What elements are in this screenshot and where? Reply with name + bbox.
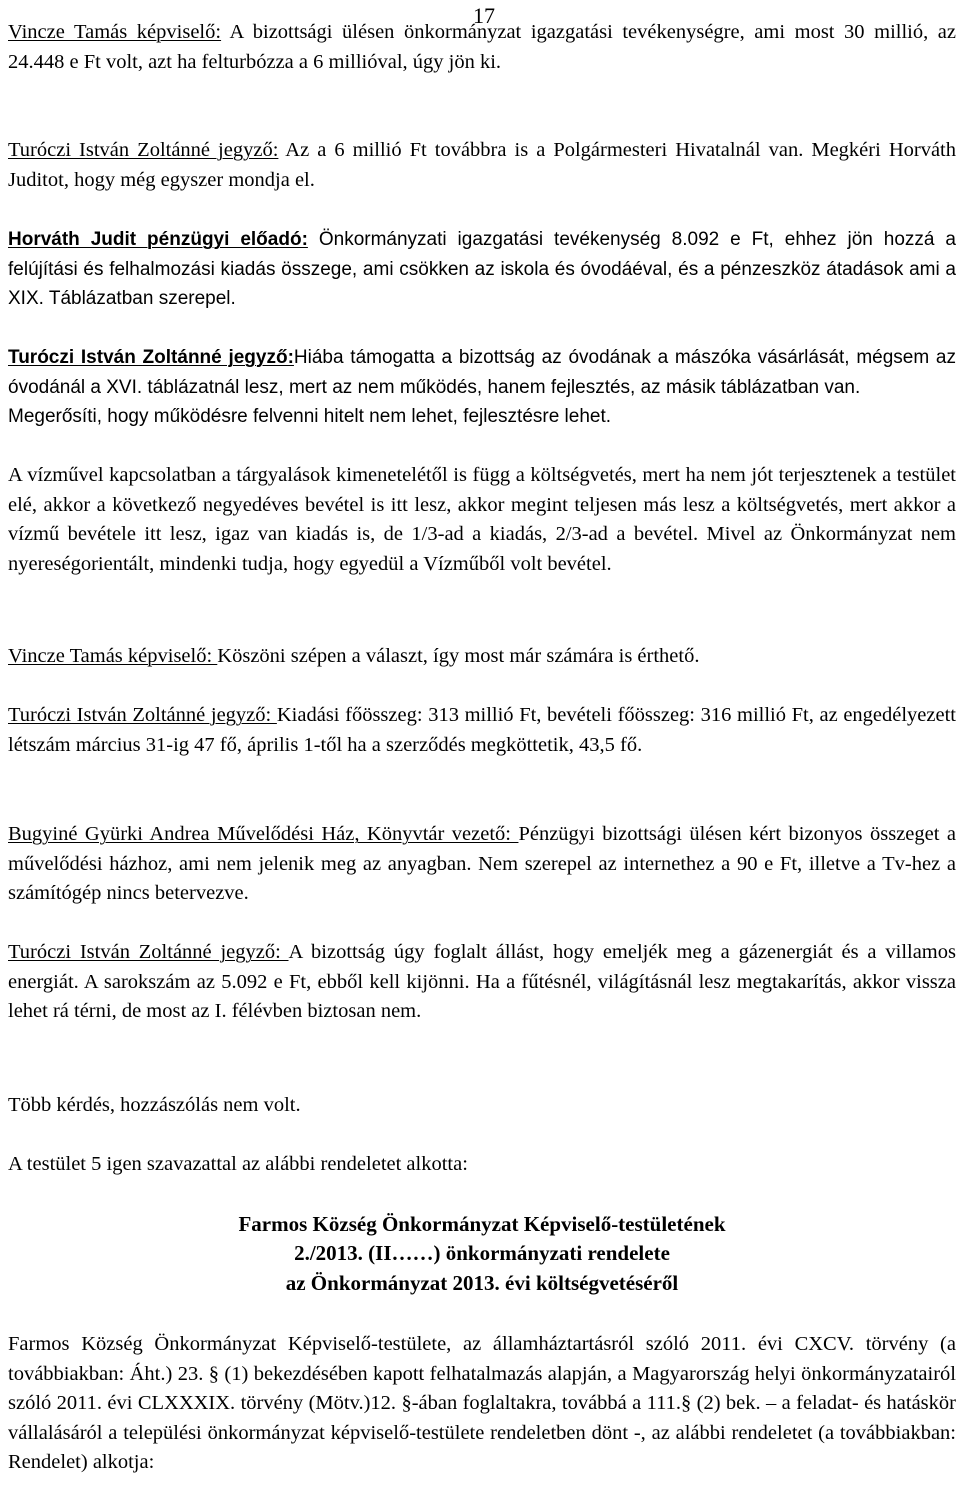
paragraph-text: Hiába támogatta a bizottság az óvodának a mászóka vásárlását, mégsem az óvodánál a XVI. táblázatnál lesz, mert az nem működés, hanem fejlesztés, az másik táblázatban van. [8, 347, 956, 398]
paragraph-vote: A testület 5 igen szavazattal az alábbi rendeletet alkotta: [8, 1153, 468, 1175]
paragraph-text: A vízművel kapcsolatban a tárgyalások kimenetelétől is függ a költségvetés, mert ha nem jót terjesztenek a testület elé, akkor a következő negyedéves bevétel is itt lesz, akkor megint teljesen más lesz a költségvetés, mert akkor a vízmű bevétele itt lesz, igaz van kiadás is, de 1/3-ad a kiadás, 2/3-ad a bevétel. Mivel az Önkormányzat nem nyereségorientált, mindenki tudja, hogy egyedül a Vízműből volt bevétel. [8, 464, 956, 575]
paragraph-text: Önkormányzati igazgatási tevékenység 8.092 e Ft, ehhez jön hozzá a felújítási és felhalmozási kiadás összege, ami csökken az iskola és óvodáéval, és a pénzeszköz átadások ami a XIX. Táblázatban szerepel. [8, 229, 956, 310]
speaker-name: Turóczi István Zoltánné jegyző: [8, 941, 289, 963]
speaker-name: Bugyiné Gyürki Andrea Művelődési Ház, Könyvtár vezető: [8, 823, 519, 845]
paragraph-decree-preamble: Farmos Község Önkormányzat Képviselő-testülete, az államháztartásról szóló 2011. évi CXCV. törvény (a továbbiakban: Áht.) 23. § (1) bekezdésében kapott felhatalmazás alapján, a Magyarország helyi önkormányzatairól szóló 2011. évi CLXXXIX. törvény (Mötv.)12. §-ában foglaltakra, továbbá a 111.§ (2) bek. – a feladat- és hatáskör vállalásáról a települési önkormányzat képviselő-testülete rendeletben dönt -, az alábbi rendeletet (a továbbiakban: Rendelet) alkotja: [8, 1333, 956, 1474]
speaker-name: Turóczi István Zoltánné jegyző: [8, 347, 294, 368]
paragraph-horvath [8, 225, 956, 314]
paragraph-line: Megerősíti, hogy működésre felvenni hitelt nem lehet, fejlesztésre lehet. [8, 406, 612, 428]
paragraph-text: Pénzügyi bizottsági ülésen kért bizonyos összeget a művelődési házhoz, ami nem jelenik meg az anyagban. Nem szerepel az internethez a 90 e Ft, illetve a Tv-hez a számítógép nincs betervezve. [8, 823, 956, 905]
paragraph-turoczi-1 [8, 136, 956, 195]
paragraph-text: Az a 6 millió Ft továbbra is a Polgármesteri Hivatalnál van. Megkéri Horváth Juditot, hogy még egyszer mondja el. [8, 139, 957, 191]
speaker-name: Turóczi István Zoltánné jegyző: [8, 704, 277, 726]
paragraph-vincze-2 [8, 642, 956, 672]
paragraph-turoczi-3 [8, 701, 956, 760]
paragraph-text: Köszöni szépen a választ, így most már számára is érthető. [217, 645, 700, 667]
paragraph-vincze-1 [8, 18, 956, 77]
paragraph-text: Kiadási főösszeg: 313 millió Ft, bevételi főösszeg: 316 millió Ft, az engedélyezett létszám március 31-ig 47 fő, április 1-től ha a szerződés megköttetik, 43,5 fő. [8, 704, 956, 756]
paragraph-text: A bizottság úgy foglalt állást, hogy emeljék meg a gázenergiát és a villamos energiát. A sarokszám az 5.092 e Ft, ebből kell kijönni. Ha a fűtésnél, világításnál lesz megtakarítás, akkor vissza lehet rá térni, de most az I. félévben biztosan nem. [8, 941, 956, 1023]
paragraph-no-more-questions: Több kérdés, hozzászólás nem volt. [8, 1094, 301, 1116]
paragraph-vizmu [8, 461, 956, 579]
paragraph-turoczi-2 [8, 343, 956, 432]
decree-title-line-2: 2./2013. (II……) önkormányzati rendelete [294, 1241, 670, 1265]
decree-title-line-3: az Önkormányzat 2013. évi költségvetéséről [285, 1271, 679, 1295]
speaker-name: Vincze Tamás képviselő: [8, 645, 218, 667]
speaker-name: Turóczi István Zoltánné jegyző: [8, 139, 279, 161]
decree-title-line-1: Farmos Község Önkormányzat Képviselő-testületének [238, 1212, 726, 1236]
speaker-name: Vincze Tamás képviselő: [8, 21, 222, 43]
paragraph-bugyine [8, 820, 956, 909]
paragraph-turoczi-4 [8, 938, 956, 1027]
speaker-name: Horváth Judit pénzügyi előadó: [8, 229, 308, 250]
page-number: 17 [473, 3, 495, 28]
paragraph-text: A bizottsági ülésen önkormányzat igazgatási tevékenységre, ami most 30 millió, az 24.448 e Ft volt, azt ha felturbózza a 6 millióval, úgy jön ki. [8, 21, 957, 73]
